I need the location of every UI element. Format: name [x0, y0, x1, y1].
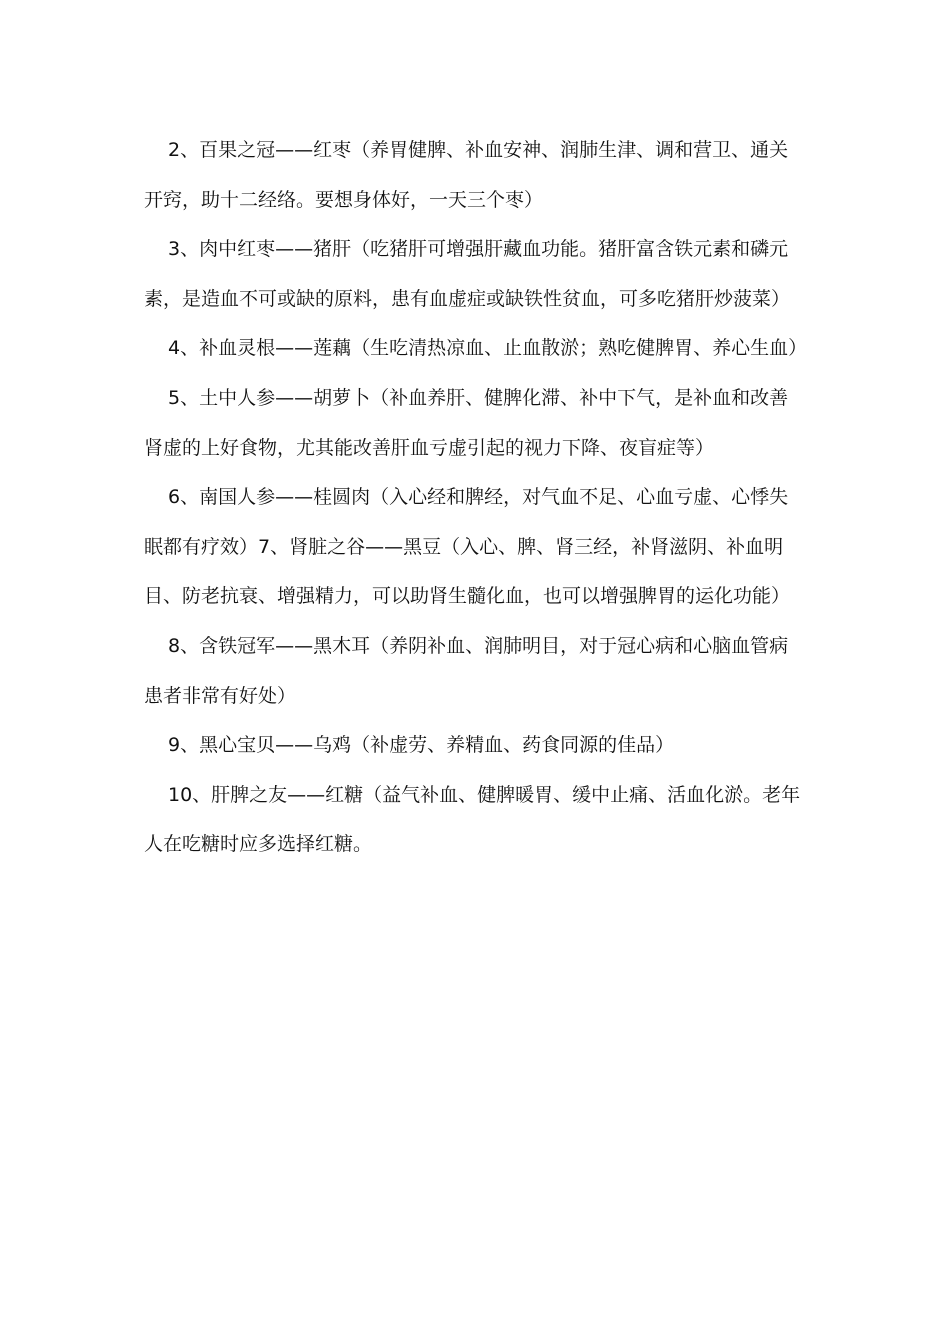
paragraph-item-2: 2、百果之冠——红枣（养胃健脾、补血安神、润肺生津、调和营卫、通关开窍，助十二经络。要想身体好，一天三个枣） — [144, 139, 789, 211]
paragraph-item-8: 8、含铁冠军——黑木耳（养阴补血、润肺明目，对于冠心病和心脑血管病患者非常有好处） — [144, 634, 789, 707]
paragraph-item-5: 5、土中人参——胡萝卜（补血养肝、健脾化滞、补中下气，是补血和改善肾虚的上好食物，尤其能改善肝血亏虚引起的视力下降、夜盲症等） — [144, 386, 789, 459]
paragraph-item-3: 3、肉中红枣——猪肝（吃猪肝可增强肝藏血功能。猪肝富含铁元素和磷元素，是造血不可或缺的原料，患有血虚症或缺铁性贫血，可多吃猪肝炒菠菜） — [144, 238, 791, 310]
paragraph-item-9: 9、黑心宝贝——乌鸡（补虚劳、养精血、药食同源的佳品） — [168, 734, 675, 757]
paragraph-item-10: 10、肝脾之友——红糖（益气补血、健脾暖胃、缓中止痛、活血化淤。老年人在吃糖时应多选择红糖。 — [144, 783, 801, 856]
paragraph-item-6-7: 6、南国人参——桂圆肉（入心经和脾经，对气血不足、心血亏虚、心悸失眠都有疗效）7、肾脏之谷——黑豆（入心、脾、肾三经，补肾滋阴、补血明目、防老抗衰、增强精力，可以助肾生髓化血，也可以增强脾胃的运化功能） — [144, 486, 791, 608]
paragraph-item-4: 4、补血灵根——莲藕（生吃清热凉血、止血散淤；熟吃健脾胃、养心生血） — [168, 337, 808, 360]
document-body — [144, 126, 808, 870]
